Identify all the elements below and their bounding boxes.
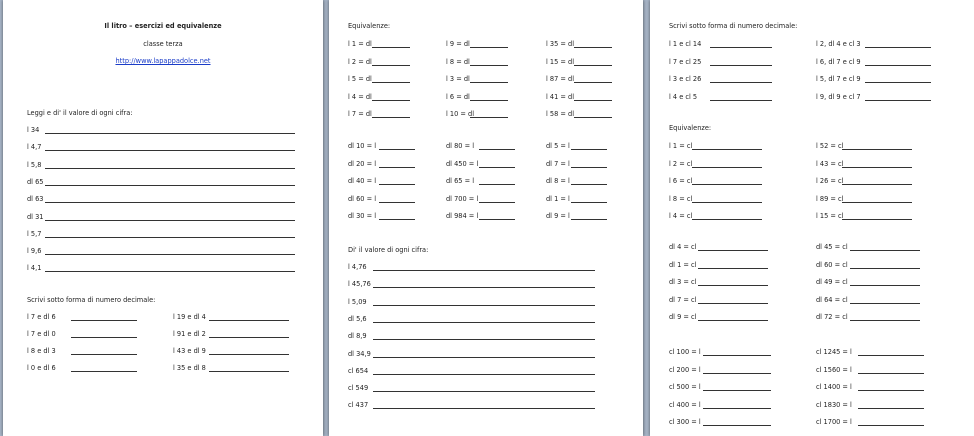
equivalence-item-label: l 15 = cl xyxy=(816,212,844,220)
equivalence-item-label: dl 20 = l xyxy=(348,159,377,168)
value-item-answer-line[interactable] xyxy=(373,322,595,323)
equivalence-item-label: cl 500 = l xyxy=(669,383,701,391)
decimal-item-answer-line[interactable] xyxy=(71,371,137,372)
value-item-label: l 4,7 xyxy=(27,143,42,152)
equivalence-item-answer-line[interactable] xyxy=(703,425,771,426)
equivalence-item-label: l 1 = dl xyxy=(348,40,372,48)
equivalence-item-label: l 87 = dl xyxy=(546,75,575,83)
equivalence-item-label: dl 700 = l xyxy=(446,194,479,203)
equivalence-item-answer-line[interactable] xyxy=(842,167,912,168)
equivalence-item-label: l 9 = dl xyxy=(446,40,470,48)
equivalence-item-label: dl 30 = l xyxy=(348,212,377,220)
equivalence-item-label: l 3 = dl xyxy=(446,75,470,83)
decimal-item-label: l 5, dl 7 e cl 9 xyxy=(816,75,861,83)
equivalence-item-label: l 6 = cl xyxy=(669,177,693,185)
equivalence-item-label: l 41 = dl xyxy=(546,92,575,101)
decimal-item-answer-line[interactable] xyxy=(71,320,137,321)
equivalence-item-answer-line[interactable] xyxy=(842,184,912,185)
section-heading-equivalences: Equivalenze: xyxy=(669,124,712,132)
equivalence-item-answer-line[interactable] xyxy=(372,82,410,83)
value-item-label: dl 65 xyxy=(27,177,44,186)
section-heading-equivalences: Equivalenze: xyxy=(348,22,391,30)
value-item-answer-line[interactable] xyxy=(45,254,295,255)
equivalence-item-label: cl 300 = l xyxy=(669,418,701,426)
equivalence-item-label: cl 1560 = l xyxy=(816,365,852,374)
equivalence-item-answer-line[interactable] xyxy=(692,184,762,185)
value-item-answer-line[interactable] xyxy=(373,408,595,409)
equivalence-item-label: dl 64 = cl xyxy=(816,295,848,304)
equivalence-item-label: dl 1 = l xyxy=(546,194,570,203)
equivalence-item-label: dl 9 = l xyxy=(546,212,570,220)
equivalence-item-answer-line[interactable] xyxy=(698,303,768,304)
equivalence-item-label: dl 984 = l xyxy=(446,212,479,220)
equivalence-item-answer-line[interactable] xyxy=(703,355,771,356)
equivalence-item-label: dl 45 = cl xyxy=(816,243,848,251)
value-item-label: l 9,6 xyxy=(27,247,42,256)
value-item-answer-line[interactable] xyxy=(45,168,295,169)
equivalence-item-label: dl 40 = l xyxy=(348,177,377,185)
equivalence-item-answer-line[interactable] xyxy=(479,149,515,150)
equivalence-item-label: cl 100 = l xyxy=(669,348,701,356)
equivalence-item-label: l 26 = cl xyxy=(816,177,844,185)
value-item-label: l 34 xyxy=(27,126,40,134)
equivalence-item-answer-line[interactable] xyxy=(574,65,612,66)
equivalence-item-label: l 43 = cl xyxy=(816,159,844,168)
equivalence-item-answer-line[interactable] xyxy=(703,373,771,374)
value-item-answer-line[interactable] xyxy=(373,374,595,375)
equivalence-item-answer-line[interactable] xyxy=(850,268,920,269)
section-heading-value: Di' il valore di ogni cifra: xyxy=(348,246,429,254)
decimal-item-label: l 91 e dl 2 xyxy=(173,330,206,338)
equivalence-item-answer-line[interactable] xyxy=(372,117,410,118)
equivalence-item-answer-line[interactable] xyxy=(850,303,920,304)
value-item-answer-line[interactable] xyxy=(373,270,595,271)
value-item-label: dl 34,9 xyxy=(348,349,371,358)
equivalence-item-answer-line[interactable] xyxy=(571,202,607,203)
equivalence-item-answer-line[interactable] xyxy=(372,47,410,48)
equivalence-item-answer-line[interactable] xyxy=(698,268,768,269)
decimal-item-label: l 6, dl 7 e cl 9 xyxy=(816,57,861,66)
equivalence-item-answer-line[interactable] xyxy=(379,149,415,150)
equivalence-item-answer-line[interactable] xyxy=(470,82,508,83)
equivalence-item-answer-line[interactable] xyxy=(470,100,508,101)
equivalence-item-label: dl 49 = cl xyxy=(816,278,848,286)
equivalence-item-label: dl 10 = l xyxy=(348,142,377,150)
equivalence-item-answer-line[interactable] xyxy=(858,425,924,426)
decimal-item-label: l 7 e cl 25 xyxy=(669,57,702,66)
equivalence-item-label: dl 4 = cl xyxy=(669,243,697,251)
value-item-answer-line[interactable] xyxy=(45,150,295,151)
decimal-item-answer-line[interactable] xyxy=(710,47,772,48)
equivalence-item-label: cl 1400 = l xyxy=(816,383,852,391)
equivalence-item-label: dl 3 = cl xyxy=(669,278,697,286)
equivalence-item-answer-line[interactable] xyxy=(574,117,612,118)
value-item-label: l 4,1 xyxy=(27,264,42,273)
decimal-item-label: l 3 e cl 26 xyxy=(669,75,702,83)
equivalence-item-answer-line[interactable] xyxy=(479,202,515,203)
decimal-item-answer-line[interactable] xyxy=(209,354,289,355)
equivalence-item-label: dl 1 = cl xyxy=(669,260,697,269)
equivalence-item-label: dl 60 = l xyxy=(348,194,377,203)
equivalence-item-answer-line[interactable] xyxy=(858,355,924,356)
equivalence-item-answer-line[interactable] xyxy=(379,219,415,220)
equivalence-item-label: l 10 = dl xyxy=(446,110,475,118)
page-subtitle: classe terza xyxy=(143,40,183,48)
equivalence-item-answer-line[interactable] xyxy=(571,219,607,220)
page-title: Il litro – esercizi ed equivalenze xyxy=(104,22,222,30)
value-item-label: dl 8,9 xyxy=(348,332,367,341)
decimal-item-label: l 1 e cl 14 xyxy=(669,40,702,48)
equivalence-item-label: l 15 = dl xyxy=(546,57,575,66)
equivalence-item-label: l 58 = dl xyxy=(546,110,575,118)
worksheet-page-2 xyxy=(329,0,643,436)
decimal-item-label: l 4 e cl 5 xyxy=(669,92,698,101)
equivalence-item-answer-line[interactable] xyxy=(692,167,762,168)
value-item-label: l 5,09 xyxy=(348,297,367,306)
decimal-item-answer-line[interactable] xyxy=(710,82,772,83)
equivalence-item-answer-line[interactable] xyxy=(692,219,762,220)
value-item-label: l 5,8 xyxy=(27,160,42,169)
equivalence-item-label: l 2 = cl xyxy=(669,159,693,168)
equivalence-item-answer-line[interactable] xyxy=(479,184,515,185)
section-heading-decimal: Scrivi sotto forma di numero decimale: xyxy=(27,296,156,304)
equivalence-item-answer-line[interactable] xyxy=(850,320,920,321)
equivalence-item-label: l 35 = dl xyxy=(546,40,575,48)
value-item-answer-line[interactable] xyxy=(45,237,295,238)
equivalence-item-label: dl 60 = cl xyxy=(816,260,848,269)
value-item-label: dl 63 xyxy=(27,195,44,204)
equivalence-item-label: l 8 = dl xyxy=(446,57,470,66)
equivalence-item-answer-line[interactable] xyxy=(858,373,924,374)
section-heading-decimal: Scrivi sotto forma di numero decimale: xyxy=(669,22,798,30)
equivalence-item-label: dl 450 = l xyxy=(446,159,479,168)
equivalence-item-label: cl 400 = l xyxy=(669,400,701,409)
equivalence-item-label: l 89 = cl xyxy=(816,194,844,203)
decimal-item-label: l 43 e dl 9 xyxy=(173,347,206,355)
equivalence-item-label: dl 65 = l xyxy=(446,177,475,185)
decimal-item-label: l 7 e dl 6 xyxy=(27,313,56,321)
equivalence-item-answer-line[interactable] xyxy=(470,47,508,48)
equivalence-item-answer-line[interactable] xyxy=(703,390,771,391)
value-item-label: l 4,76 xyxy=(348,263,367,271)
decimal-item-answer-line[interactable] xyxy=(209,320,289,321)
decimal-item-label: l 7 e dl 0 xyxy=(27,330,56,338)
equivalence-item-answer-line[interactable] xyxy=(842,202,912,203)
equivalence-item-answer-line[interactable] xyxy=(479,167,515,168)
worksheet-page-1 xyxy=(3,0,323,436)
equivalence-item-answer-line[interactable] xyxy=(470,117,508,118)
decimal-item-answer-line[interactable] xyxy=(710,65,772,66)
equivalence-item-answer-line[interactable] xyxy=(574,100,612,101)
decimal-item-answer-line[interactable] xyxy=(209,337,289,338)
value-item-label: l 5,7 xyxy=(27,229,42,238)
equivalence-item-answer-line[interactable] xyxy=(692,149,762,150)
value-item-label: cl 437 xyxy=(348,401,369,410)
equivalence-item-answer-line[interactable] xyxy=(479,219,515,220)
value-item-answer-line[interactable] xyxy=(45,185,295,186)
equivalence-item-label: dl 72 = cl xyxy=(816,313,848,321)
equivalence-item-answer-line[interactable] xyxy=(379,167,415,168)
equivalence-item-answer-line[interactable] xyxy=(571,184,607,185)
value-item-answer-line[interactable] xyxy=(45,271,295,272)
equivalence-item-label: l 4 = cl xyxy=(669,212,693,220)
decimal-item-answer-line[interactable] xyxy=(865,47,931,48)
equivalence-item-label: l 7 = dl xyxy=(348,110,372,118)
decimal-item-label: l 9, dl 9 e cl 7 xyxy=(816,92,861,101)
decimal-item-answer-line[interactable] xyxy=(71,354,137,355)
equivalence-item-label: l 1 = cl xyxy=(669,142,693,150)
value-item-answer-line[interactable] xyxy=(373,391,595,392)
equivalence-item-label: l 8 = cl xyxy=(669,194,693,203)
equivalence-item-label: dl 7 = cl xyxy=(669,295,697,304)
value-item-answer-line[interactable] xyxy=(45,133,295,134)
equivalence-item-answer-line[interactable] xyxy=(858,408,924,409)
decimal-item-label: l 2, dl 4 e cl 3 xyxy=(816,40,861,48)
equivalence-item-answer-line[interactable] xyxy=(372,65,410,66)
value-item-answer-line[interactable] xyxy=(373,339,595,340)
equivalence-item-label: dl 8 = l xyxy=(546,177,570,185)
equivalence-item-answer-line[interactable] xyxy=(571,149,607,150)
equivalence-item-answer-line[interactable] xyxy=(703,408,771,409)
decimal-item-label: l 19 e dl 4 xyxy=(173,313,206,321)
value-item-label: cl 654 xyxy=(348,366,369,375)
equivalence-item-answer-line[interactable] xyxy=(842,219,912,220)
equivalence-item-answer-line[interactable] xyxy=(379,202,415,203)
equivalence-item-label: l 5 = dl xyxy=(348,75,372,83)
worksheet-page-3 xyxy=(650,0,974,436)
decimal-item-answer-line[interactable] xyxy=(209,371,289,372)
equivalence-item-answer-line[interactable] xyxy=(574,47,612,48)
equivalence-item-answer-line[interactable] xyxy=(842,149,912,150)
equivalence-item-label: cl 1700 = l xyxy=(816,418,852,426)
equivalence-item-answer-line[interactable] xyxy=(574,82,612,83)
equivalence-item-answer-line[interactable] xyxy=(372,100,410,101)
decimal-item-label: l 35 e dl 8 xyxy=(173,364,206,372)
decimal-item-answer-line[interactable] xyxy=(865,65,931,66)
equivalence-item-answer-line[interactable] xyxy=(692,202,762,203)
equivalence-item-answer-line[interactable] xyxy=(698,320,768,321)
value-item-answer-line[interactable] xyxy=(373,357,595,358)
value-item-answer-line[interactable] xyxy=(45,220,295,221)
equivalence-item-label: cl 1830 = l xyxy=(816,400,852,409)
equivalence-item-label: l 4 = dl xyxy=(348,92,372,101)
website-link[interactable]: http://www.lapappadolce.net xyxy=(115,57,211,65)
equivalence-item-answer-line[interactable] xyxy=(470,65,508,66)
equivalence-item-label: dl 80 = l xyxy=(446,142,475,150)
section-heading-value: Leggi e di' il valore di ogni cifra: xyxy=(27,109,133,117)
equivalence-item-answer-line[interactable] xyxy=(858,390,924,391)
equivalence-item-label: dl 5 = l xyxy=(546,142,570,150)
value-item-label: dl 31 xyxy=(27,212,44,221)
equivalence-item-label: l 2 = dl xyxy=(348,57,372,66)
decimal-item-answer-line[interactable] xyxy=(865,82,931,83)
value-item-answer-line[interactable] xyxy=(373,305,595,306)
equivalence-item-label: dl 7 = l xyxy=(546,159,570,168)
value-item-label: dl 5,6 xyxy=(348,314,367,323)
value-item-label: cl 549 xyxy=(348,384,369,393)
equivalence-item-answer-line[interactable] xyxy=(698,250,768,251)
equivalence-item-label: cl 1245 = l xyxy=(816,348,852,356)
equivalence-item-answer-line[interactable] xyxy=(850,285,920,286)
decimal-item-label: l 8 e dl 3 xyxy=(27,347,56,355)
decimal-item-label: l 0 e dl 6 xyxy=(27,364,56,372)
equivalence-item-answer-line[interactable] xyxy=(379,184,415,185)
value-item-answer-line[interactable] xyxy=(45,202,295,203)
equivalence-item-label: cl 200 = l xyxy=(669,365,701,374)
decimal-item-answer-line[interactable] xyxy=(710,100,772,101)
equivalence-item-answer-line[interactable] xyxy=(850,250,920,251)
equivalence-item-answer-line[interactable] xyxy=(698,285,768,286)
decimal-item-answer-line[interactable] xyxy=(71,337,137,338)
value-item-answer-line[interactable] xyxy=(373,287,595,288)
equivalence-item-label: dl 9 = cl xyxy=(669,313,697,321)
decimal-item-answer-line[interactable] xyxy=(865,100,931,101)
equivalence-item-label: l 6 = dl xyxy=(446,92,470,101)
equivalence-item-answer-line[interactable] xyxy=(571,167,607,168)
value-item-label: l 45,76 xyxy=(348,280,371,289)
equivalence-item-label: l 52 = cl xyxy=(816,142,844,150)
